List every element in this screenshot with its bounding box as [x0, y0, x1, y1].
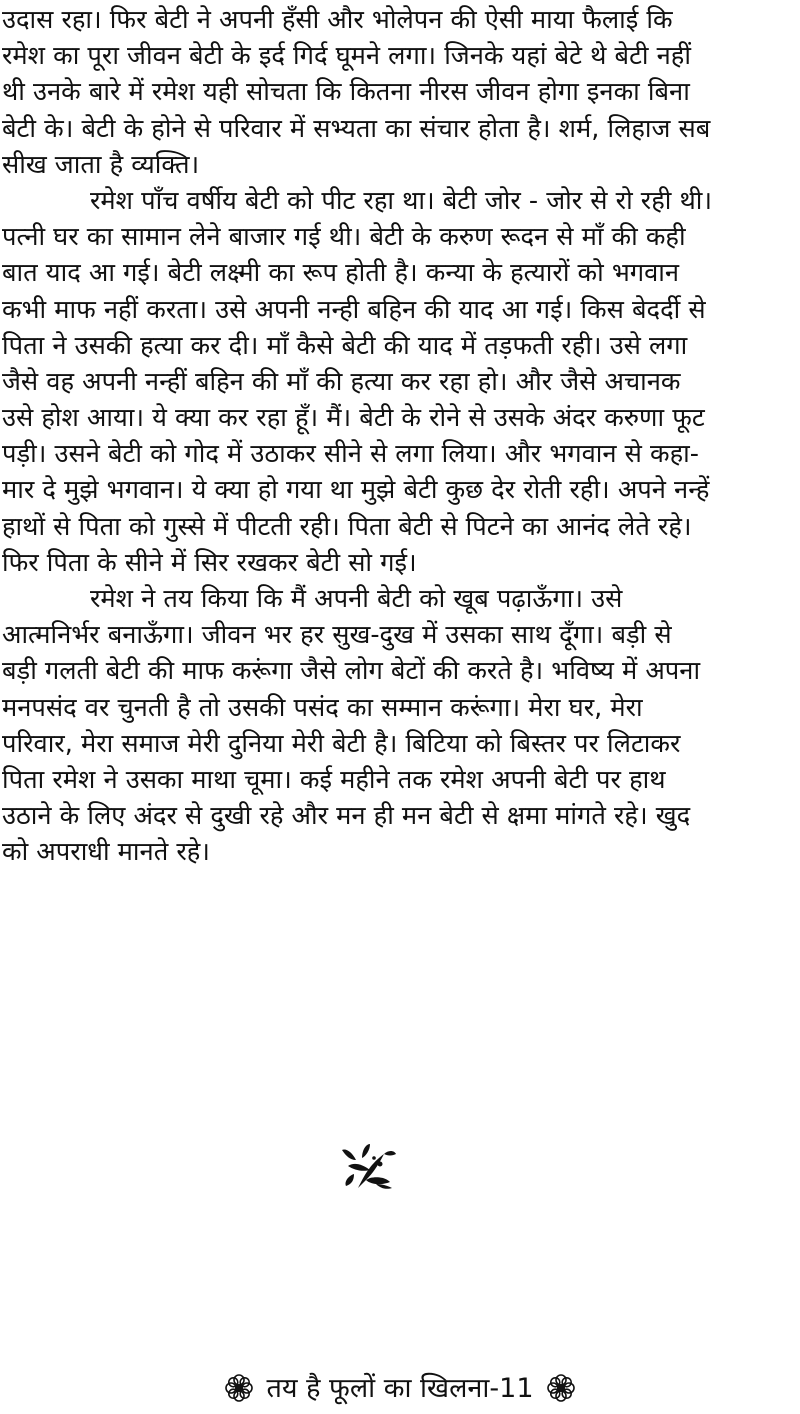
- paragraph-start-line: रमेश पाँच वर्षीय बेटी को पीट रहा था। बेटी जोर - जोर से रो रही थी।: [90, 185, 713, 216]
- text-line: उदास रहा। फिर बेटी ने अपनी हँसी और भोलेपन की ऐसी माया फैलाई कि: [2, 5, 673, 35]
- text-line: मनपसंद वर चुनती है तो उसकी पसंद का सम्मान करूंगा। मेरा घर, मेरा: [2, 692, 643, 723]
- text-line: मार दे मुझे भगवान। ये क्या हो गया था मुझे बेटी कुछ देर रोती रही। अपने नन्हें: [2, 475, 710, 506]
- text-line: पत्नी घर का सामान लेने बाजार गई थी। बेटी के करुण रूदन से माँ की कही: [2, 222, 686, 253]
- text-line: पिता रमेश ने उसका माथा चूमा। कई महीने तक रमेश अपनी बेटी पर हाथ: [2, 764, 666, 795]
- text-line: फिर पिता के सीने में सिर रखकर बेटी सो गई।: [2, 547, 417, 578]
- paragraph-start-line: रमेश ने तय किया कि मैं अपनी बेटी को खूब पढ़ाऊँगा। उसे: [90, 584, 623, 614]
- flower-icon: [224, 1373, 254, 1403]
- page-footer: [0, 1372, 800, 1406]
- text-line: बड़ी गलती बेटी की माफ करूंगा जैसे लोग बेटों की करते है। भविष्य में अपना: [2, 656, 701, 687]
- text-line: बात याद आ गई। बेटी लक्ष्मी का रूप होती है। कन्या के हत्यारों को भगवान: [2, 258, 680, 289]
- flower-icon: [546, 1373, 576, 1403]
- text-line: थी उनके बारे में रमेश यही सोचता कि कितना नीरस जीवन होगा इनका बिना: [2, 77, 690, 108]
- text-line: जैसे वह अपनी नन्हीं बहिन की माँ की हत्या कर रहा हो। और जैसे अचानक: [2, 366, 681, 397]
- floral-ornament-icon: [340, 1140, 400, 1192]
- text-line: उठाने के लिए अंदर से दुखी रहे और मन ही मन बेटी से क्षमा मांगते रहे। खुद: [2, 801, 691, 832]
- text-line: पड़ी। उसने बेटी को गोद में उठाकर सीने से लगा लिया। और भगवान से कहा-: [2, 439, 699, 470]
- text-line: उसे होश आया। ये क्या कर रहा हूँ। मैं। बेटी के रोने से उसके अंदर करुणा फूट: [2, 403, 705, 434]
- text-line: कभी माफ नहीं करता। उसे अपनी नन्ही बहिन की याद आ गई। किस बेदर्दी से: [2, 294, 706, 325]
- text-line: रमेश का पूरा जीवन बेटी के इर्द गिर्द घूमने लगा। जिनके यहां बेटे थे बेटी नहीं: [2, 41, 691, 72]
- text-line: आत्मनिर्भर बनाऊँगा। जीवन भर हर सुख-दुख में उसका साथ दूँगा। बड़ी से: [2, 620, 672, 651]
- running-footer-title: तय है फूलों का खिलना-11: [266, 1373, 534, 1404]
- text-line: को अपराधी मानते रहे।: [2, 837, 210, 868]
- text-line: बेटी के। बेटी के होने से परिवार में सभ्यता का संचार होता है। शर्म, लिहाज सब: [2, 113, 711, 144]
- text-line: हाथों से पिता को गुस्से में पीटती रही। पिता बेटी से पिटने का आनंद लेते रहे।: [2, 511, 692, 542]
- text-line: परिवार, मेरा समाज मेरी दुनिया मेरी बेटी है। बिटिया को बिस्तर पर लिटाकर: [2, 728, 681, 759]
- text-line: सीख जाता है व्यक्ति।: [2, 149, 200, 180]
- text-line: पिता ने उसकी हत्या कर दी। माँ कैसे बेटी की याद में तड़फती रही। उसे लगा: [2, 330, 688, 361]
- body-text: [2, 2, 794, 871]
